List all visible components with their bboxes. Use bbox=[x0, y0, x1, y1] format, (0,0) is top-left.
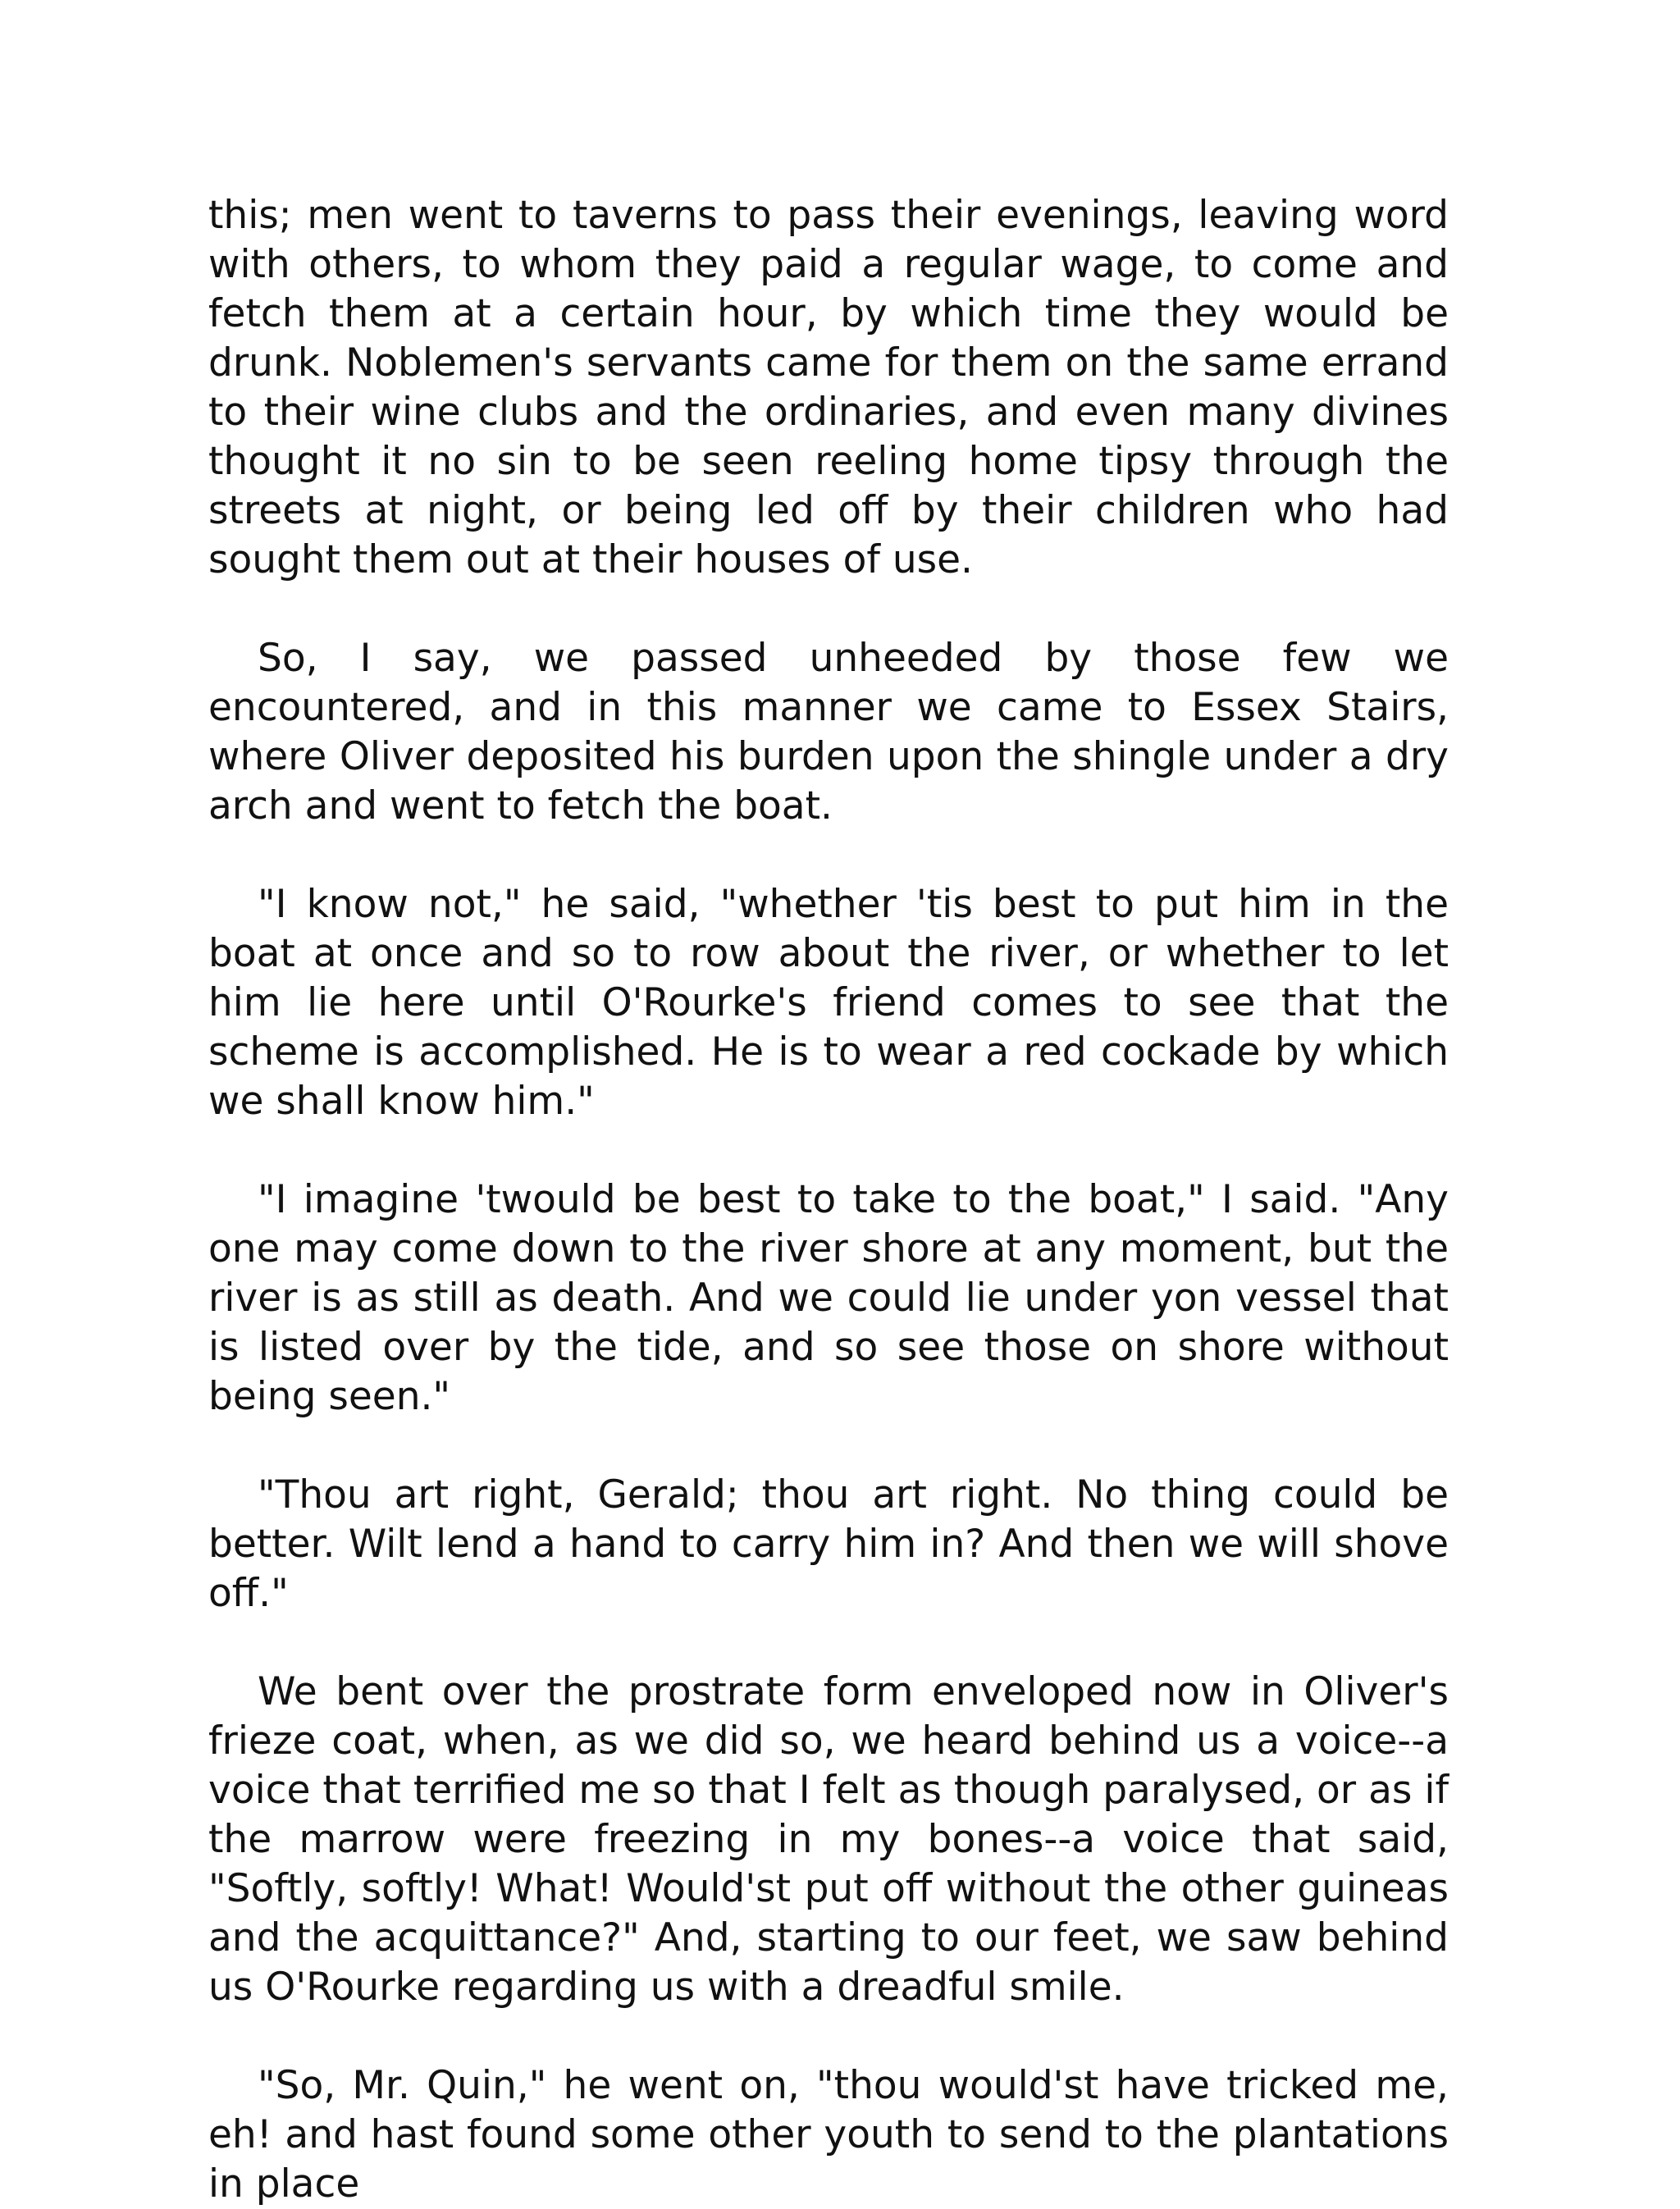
book-page-text bbox=[208, 191, 1449, 2209]
paragraph: We bent over the prostrate form enveloped now in Oliver's frieze coat, when, as we did so, we heard behind us a voice--a voice that terrified me so that I felt as though paralysed, or as if the marrow were freezing in my bones--a voice that said, "Softly, softly! What! Would'st put off without the other guineas and the acquittance?" And, starting to our feet, we saw behind us O'Rourke regarding us with a dreadful smile. bbox=[208, 1669, 1449, 2010]
paragraph: So, I say, we passed unheeded by those few we encountered, and in this manner we came to Essex Stairs, where Oliver deposited his burden upon the shingle under a dry arch and went to fetch the boat. bbox=[208, 636, 1449, 828]
paragraph: "I imagine 'twould be best to take to the boat," I said. "Any one may come down to the river shore at any moment, but the river is as still as death. And we could lie under yon vessel that is listed over by the tide, and so see those on shore without being seen." bbox=[208, 1177, 1449, 1419]
paragraph-continued: this; men went to taverns to pass their evenings, leaving word with others, to whom they paid a regular wage, to come and fetch them at a certain hour, by which time they would be drunk. Noblemen's servants came for them on the same errand to their wine clubs and the ordinaries, and even many divines thought it no sin to be seen reeling home tipsy through the streets at night, or being led off by their children who had sought them out at their houses of use. bbox=[208, 193, 1449, 582]
paragraph: "Thou art right, Gerald; thou art right. No thing could be better. Wilt lend a hand to carry him in? And then we will shove off." bbox=[208, 1472, 1449, 1616]
paragraph: "I know not," he said, "whether 'tis best to put him in the boat at once and so to row about the river, or whether to let him lie here until O'Rourke's friend comes to see that the scheme is accomplished. He is to wear a red cockade by which we shall know him." bbox=[208, 882, 1449, 1124]
paragraph: "So, Mr. Quin," he went on, "thou would'st have tricked me, eh! and hast found some other youth to send to the plantations in place bbox=[208, 2063, 1449, 2207]
